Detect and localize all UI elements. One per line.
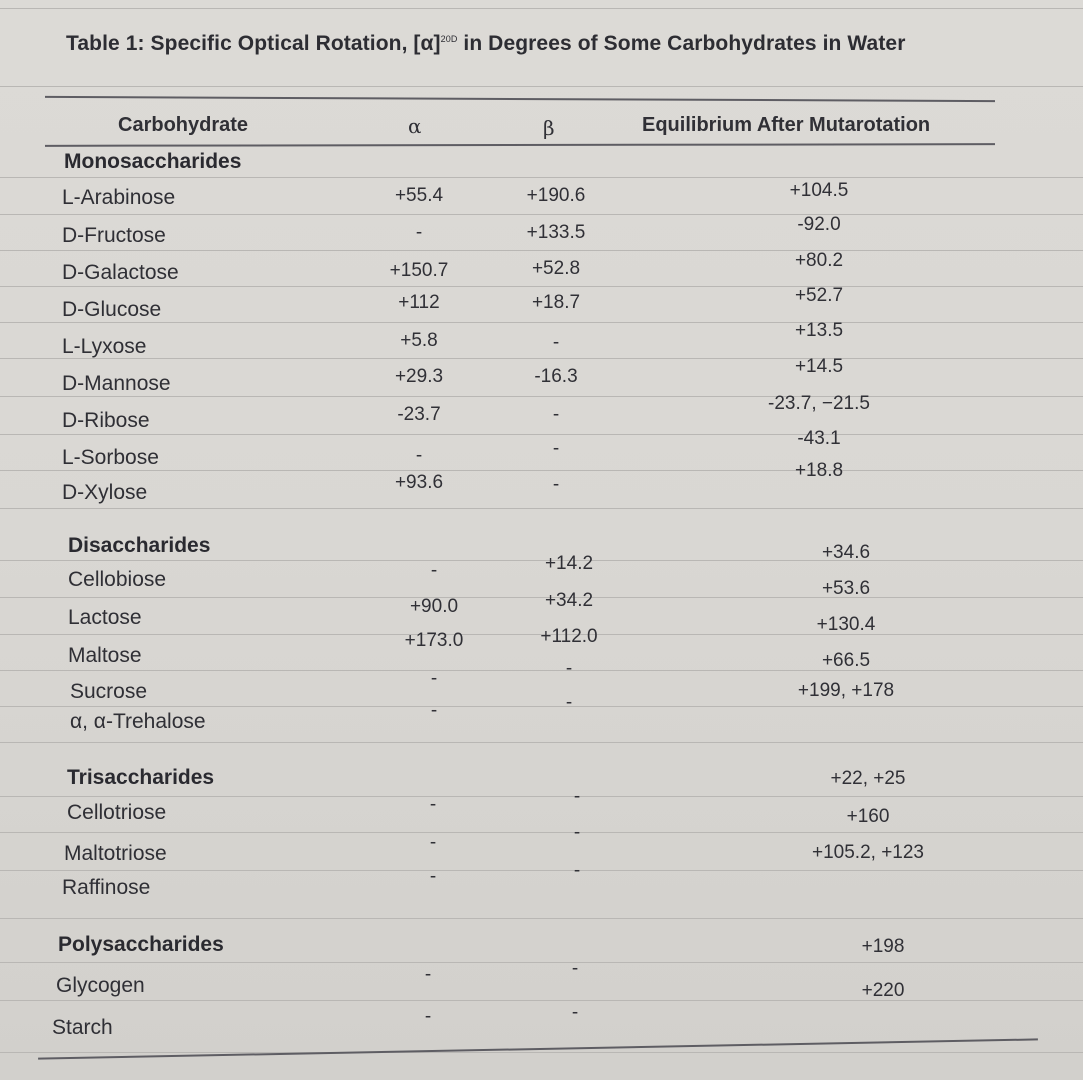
equilibrium-value: +22, +25: [830, 768, 906, 789]
beta-value: -: [552, 438, 560, 459]
ruled-line: [0, 742, 1083, 743]
alpha-value: +173.0: [404, 630, 464, 651]
ruled-line: [0, 8, 1083, 9]
beta-value: +14.2: [544, 553, 594, 574]
equilibrium-value: +130.4: [816, 614, 876, 635]
ruled-line: [0, 508, 1083, 509]
alpha-value: +5.8: [400, 330, 438, 351]
carbohydrate-name: Raffinose: [62, 876, 151, 899]
beta-value: -: [571, 958, 579, 979]
ruled-line: [0, 286, 1083, 287]
header-alpha: α: [408, 114, 422, 138]
beta-value: -: [573, 822, 581, 843]
equilibrium-value: +104.5: [789, 180, 849, 201]
beta-value: -: [571, 1002, 579, 1023]
ruled-line: [0, 962, 1083, 963]
beta-value: +52.8: [531, 258, 581, 279]
group-heading: Disaccharides: [68, 534, 211, 557]
beta-value: +133.5: [526, 222, 586, 243]
carbohydrate-name: D-Mannose: [62, 372, 171, 395]
carbohydrate-name: L-Arabinose: [62, 186, 176, 209]
beta-value: -: [552, 404, 560, 425]
equilibrium-value: +105.2, +123: [812, 842, 924, 863]
carbohydrate-name: Starch: [52, 1016, 113, 1039]
alpha-value: -23.7: [397, 404, 441, 425]
beta-value: -: [573, 860, 581, 881]
equilibrium-value: +52.7: [794, 285, 844, 306]
carbohydrate-name: D-Glucose: [62, 298, 162, 321]
carbohydrate-name: Sucrose: [70, 680, 148, 703]
alpha-value: -: [429, 794, 437, 815]
carbohydrate-name: D-Xylose: [62, 481, 148, 504]
group-heading: Trisaccharides: [67, 766, 215, 789]
beta-value: -16.3: [534, 366, 578, 387]
alpha-value: -: [429, 866, 437, 887]
beta-value: -: [565, 658, 573, 679]
carbohydrate-name: Lactose: [68, 606, 142, 629]
equilibrium-value: -92.0: [797, 214, 841, 235]
beta-value: -: [573, 786, 581, 807]
alpha-value: +90.0: [409, 596, 459, 617]
beta-value: +112.0: [540, 626, 598, 647]
equilibrium-value: +199, +178: [797, 680, 895, 701]
ruled-line: [0, 358, 1083, 359]
alpha-value: -: [415, 222, 423, 243]
ruled-line: [0, 250, 1083, 251]
carbohydrate-name: Cellotriose: [67, 801, 167, 824]
beta-value: +18.7: [531, 292, 581, 313]
equilibrium-value: +34.6: [821, 542, 871, 563]
equilibrium-value: +14.5: [794, 356, 844, 377]
alpha-value: +93.6: [394, 472, 444, 493]
beta-value: -: [552, 474, 560, 495]
ruled-line: [0, 396, 1083, 397]
alpha-value: +29.3: [394, 366, 444, 387]
alpha-value: -: [424, 964, 432, 985]
ruled-line: [0, 86, 1083, 87]
equilibrium-value: +66.5: [821, 650, 871, 671]
equilibrium-value: +80.2: [794, 250, 844, 271]
beta-value: -: [565, 692, 573, 713]
beta-value: -: [552, 332, 560, 353]
equilibrium-value: +220: [861, 980, 905, 1001]
beta-value: +34.2: [544, 590, 594, 611]
carbohydrate-name: L-Lyxose: [62, 335, 147, 358]
group-heading: Monosaccharides: [64, 150, 242, 173]
carbohydrate-name: α, α-Trehalose: [70, 710, 206, 733]
equilibrium-value: +53.6: [821, 578, 871, 599]
carbohydrate-name: Glycogen: [56, 974, 145, 997]
carbohydrate-name: Maltotriose: [64, 842, 167, 865]
alpha-value: +55.4: [394, 185, 444, 206]
carbohydrate-name: D-Galactose: [62, 261, 179, 284]
ruled-line: [0, 322, 1083, 323]
ruled-line: [0, 670, 1083, 671]
alpha-value: -: [415, 445, 423, 466]
alpha-value: -: [430, 560, 438, 581]
ruled-line: [0, 870, 1083, 871]
carbohydrate-name: Cellobiose: [68, 568, 167, 591]
alpha-value: -: [429, 832, 437, 853]
alpha-value: +150.7: [389, 260, 449, 281]
ruled-line: [0, 918, 1083, 919]
carbohydrate-name: Maltose: [68, 644, 142, 667]
title-superscript: 20D: [440, 34, 458, 44]
beta-value: +190.6: [526, 185, 586, 206]
alpha-value: -: [430, 700, 438, 721]
header-equilibrium: Equilibrium After Mutarotation: [642, 114, 931, 136]
equilibrium-value: -23.7, −21.5: [768, 393, 870, 414]
ruled-line: [0, 706, 1083, 707]
equilibrium-value: -43.1: [797, 428, 841, 449]
ruled-line: [0, 470, 1083, 471]
carbohydrate-name: L-Sorbose: [62, 446, 159, 469]
ruled-line: [0, 832, 1083, 833]
header-carbohydrate: Carbohydrate: [118, 114, 249, 136]
alpha-value: +112: [398, 292, 440, 313]
ruled-line: [0, 796, 1083, 797]
carbohydrate-name: D-Ribose: [62, 409, 150, 432]
alpha-value: -: [430, 668, 438, 689]
ruled-line: [0, 1052, 1083, 1053]
equilibrium-value: +198: [861, 936, 905, 957]
group-heading: Polysaccharides: [58, 933, 224, 956]
carbohydrate-name: D-Fructose: [62, 224, 166, 247]
ruled-line: [0, 434, 1083, 435]
equilibrium-value: +13.5: [794, 320, 844, 341]
ruled-line: [0, 214, 1083, 215]
header-beta: β: [543, 116, 555, 140]
equilibrium-value: +160: [846, 806, 890, 827]
alpha-value: -: [424, 1006, 432, 1027]
ruled-line: [0, 177, 1083, 178]
table-title: Table 1: Specific Optical Rotation, $[\alpha]^{20D}$ in Degrees of Some Carbohydrates in Water: [66, 32, 906, 55]
ruled-line: [0, 560, 1083, 561]
ruled-line: [0, 1000, 1083, 1001]
equilibrium-value: +18.8: [794, 460, 844, 481]
ruled-line: [0, 597, 1083, 598]
